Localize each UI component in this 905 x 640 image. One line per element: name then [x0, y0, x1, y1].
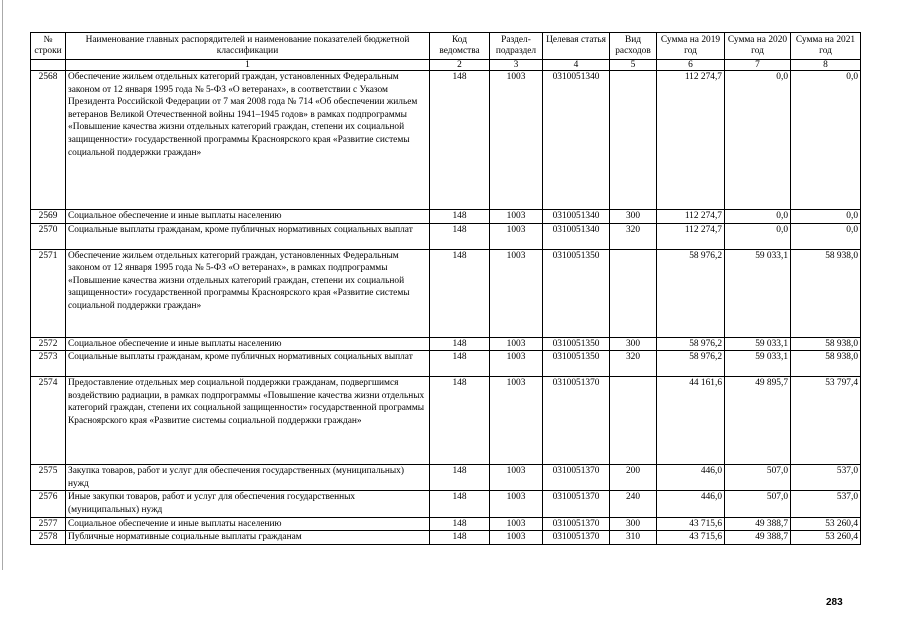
- expense-type-code: [610, 249, 657, 337]
- table-row: [31, 249, 861, 337]
- section-code: 1003: [490, 531, 543, 545]
- row-number: 2572: [31, 337, 66, 351]
- sum-2019: 58 976,2: [657, 249, 725, 337]
- column-number: 3: [490, 60, 543, 71]
- sum-2019: 446,0: [657, 465, 725, 491]
- section-code: 1003: [490, 377, 543, 465]
- table-row: [31, 465, 861, 491]
- department-code: 148: [430, 351, 490, 377]
- section-code: 1003: [490, 249, 543, 337]
- sum-2021: 0,0: [791, 223, 861, 249]
- sum-2021: 53 260,4: [791, 517, 861, 531]
- target-item-code: 0310051340: [543, 71, 610, 210]
- column-number: 5: [610, 60, 657, 71]
- sum-2019: 446,0: [657, 491, 725, 517]
- sum-2020: 0,0: [725, 223, 791, 249]
- header-sum-2020: Сумма на 2020 год: [725, 33, 791, 60]
- sum-2021: 58 938,0: [791, 249, 861, 337]
- section-code: 1003: [490, 491, 543, 517]
- sum-2021: 537,0: [791, 465, 861, 491]
- row-name: Социальное обеспечение и иные выплаты населению: [66, 517, 430, 531]
- sum-2020: 49 895,7: [725, 377, 791, 465]
- row-number: 2573: [31, 351, 66, 377]
- expense-type-code: [610, 71, 657, 210]
- section-code: 1003: [490, 351, 543, 377]
- sum-2021: 53 260,4: [791, 531, 861, 545]
- sum-2021: 58 938,0: [791, 351, 861, 377]
- row-number: 2569: [31, 210, 66, 224]
- row-number: 2574: [31, 377, 66, 465]
- row-number: 2578: [31, 531, 66, 545]
- table-row: [31, 337, 861, 351]
- column-number: 4: [543, 60, 610, 71]
- header-row-number: № строки: [31, 33, 66, 60]
- target-item-code: 0310051370: [543, 531, 610, 545]
- target-item-code: 0310051340: [543, 210, 610, 224]
- department-code: 148: [430, 517, 490, 531]
- department-code: 148: [430, 210, 490, 224]
- expense-type-code: 300: [610, 517, 657, 531]
- expense-type-code: 300: [610, 337, 657, 351]
- department-code: 148: [430, 223, 490, 249]
- section-code: 1003: [490, 71, 543, 210]
- row-name: Обеспечение жильем отдельных категорий граждан, установленных Федеральным законом от 12 января 1995 года № 5-ФЗ «О ветеранах», в соответствии с Указом Президента Российской Федерации от 7 мая 2008 года № 714 «Об обеспечении жильем ветеранов Великой Отечественной войны 1941–1945 годов» в рамках подпрограммы «Повышение качества жизни отдельных категорий граждан, степени их социальной защищенности» государственной программы Красноярского края «Развитие системы социальной поддержки граждан»: [66, 71, 430, 210]
- department-code: 148: [430, 531, 490, 545]
- table-row: [31, 491, 861, 517]
- header-target-item: Целевая статья: [543, 33, 610, 60]
- sum-2020: 507,0: [725, 465, 791, 491]
- row-number: 2575: [31, 465, 66, 491]
- sum-2019: 58 976,2: [657, 337, 725, 351]
- department-code: 148: [430, 377, 490, 465]
- sum-2019: 43 715,6: [657, 531, 725, 545]
- sum-2020: 59 033,1: [725, 249, 791, 337]
- header-department-code: Код ведомства: [430, 33, 490, 60]
- target-item-code: 0310051370: [543, 491, 610, 517]
- row-name: Социальные выплаты гражданам, кроме публичных нормативных социальных выплат: [66, 223, 430, 249]
- table-row: [31, 210, 861, 224]
- expense-type-code: 320: [610, 351, 657, 377]
- target-item-code: 0310051370: [543, 377, 610, 465]
- sum-2021: 537,0: [791, 491, 861, 517]
- header-expense-type: Вид расходов: [610, 33, 657, 60]
- row-number: 2568: [31, 71, 66, 210]
- header-sum-2021: Сумма на 2021 год: [791, 33, 861, 60]
- column-number: 7: [725, 60, 791, 71]
- target-item-code: 0310051350: [543, 337, 610, 351]
- target-item-code: 0310051370: [543, 465, 610, 491]
- sum-2021: 53 797,4: [791, 377, 861, 465]
- sum-2020: 49 388,7: [725, 517, 791, 531]
- section-code: 1003: [490, 210, 543, 224]
- sum-2021: 58 938,0: [791, 337, 861, 351]
- row-number: 2577: [31, 517, 66, 531]
- table-row: [31, 531, 861, 545]
- sum-2020: 49 388,7: [725, 531, 791, 545]
- table-row: [31, 377, 861, 465]
- header-section: Раздел-подраздел: [490, 33, 543, 60]
- department-code: 148: [430, 337, 490, 351]
- row-name: Социальное обеспечение и иные выплаты населению: [66, 210, 430, 224]
- table-row: [31, 71, 861, 210]
- sum-2020: 507,0: [725, 491, 791, 517]
- row-number: 2571: [31, 249, 66, 337]
- target-item-code: 0310051350: [543, 351, 610, 377]
- sum-2019: 58 976,2: [657, 351, 725, 377]
- expense-type-code: [610, 377, 657, 465]
- sum-2021: 0,0: [791, 71, 861, 210]
- sum-2019: 44 161,6: [657, 377, 725, 465]
- expense-type-code: 240: [610, 491, 657, 517]
- page-left-edge: [2, 0, 3, 570]
- sum-2020: 0,0: [725, 71, 791, 210]
- row-name: Предоставление отдельных мер социальной поддержки гражданам, подвергшимся воздействию радиации, в рамках подпрограммы «Повышение качества жизни отдельных категорий граждан, степени их социальной защищенности» государственной программы Красноярского края «Развитие системы социальной поддержки граждан»: [66, 377, 430, 465]
- column-number-row: [31, 60, 861, 71]
- expense-type-code: 200: [610, 465, 657, 491]
- sum-2019: 112 274,7: [657, 223, 725, 249]
- table-row: [31, 351, 861, 377]
- expense-type-code: 310: [610, 531, 657, 545]
- expense-type-code: 320: [610, 223, 657, 249]
- sum-2019: 112 274,7: [657, 71, 725, 210]
- department-code: 148: [430, 71, 490, 210]
- sum-2021: 0,0: [791, 210, 861, 224]
- column-number: [31, 60, 66, 71]
- row-name: Публичные нормативные социальные выплаты гражданам: [66, 531, 430, 545]
- row-number: 2570: [31, 223, 66, 249]
- sum-2020: 59 033,1: [725, 337, 791, 351]
- target-item-code: 0310051350: [543, 249, 610, 337]
- department-code: 148: [430, 491, 490, 517]
- target-item-code: 0310051370: [543, 517, 610, 531]
- row-name: Социальное обеспечение и иные выплаты населению: [66, 337, 430, 351]
- department-code: 148: [430, 249, 490, 337]
- column-number: 1: [66, 60, 430, 71]
- section-code: 1003: [490, 465, 543, 491]
- sum-2019: 43 715,6: [657, 517, 725, 531]
- table-row: [31, 223, 861, 249]
- row-name: Обеспечение жильем отдельных категорий граждан, установленных Федеральным законом от 12 января 1995 года № 5-ФЗ «О ветеранах», в рамках подпрограммы «Повышение качества жизни отдельных категорий граждан, степени их социальной защищенности» государственной программы Красноярского края «Развитие системы социальной поддержки граждан»: [66, 249, 430, 337]
- column-number: 8: [791, 60, 861, 71]
- target-item-code: 0310051340: [543, 223, 610, 249]
- header-name: Наименование главных распорядителей и наименование показателей бюджетной классификации: [66, 33, 430, 60]
- sum-2020: 59 033,1: [725, 351, 791, 377]
- department-code: 148: [430, 465, 490, 491]
- header-row: [31, 33, 861, 60]
- row-name: Социальные выплаты гражданам, кроме публичных нормативных социальных выплат: [66, 351, 430, 377]
- table-row: [31, 517, 861, 531]
- row-number: 2576: [31, 491, 66, 517]
- expense-type-code: 300: [610, 210, 657, 224]
- section-code: 1003: [490, 337, 543, 351]
- sum-2020: 0,0: [725, 210, 791, 224]
- budget-table: [30, 32, 861, 545]
- section-code: 1003: [490, 517, 543, 531]
- section-code: 1003: [490, 223, 543, 249]
- row-name: Иные закупки товаров, работ и услуг для обеспечения государственных (муниципальных) нужд: [66, 491, 430, 517]
- header-sum-2019: Сумма на 2019 год: [657, 33, 725, 60]
- sum-2019: 112 274,7: [657, 210, 725, 224]
- column-number: 2: [430, 60, 490, 71]
- page-number: 283: [826, 597, 843, 608]
- row-name: Закупка товаров, работ и услуг для обеспечения государственных (муниципальных) нужд: [66, 465, 430, 491]
- column-number: 6: [657, 60, 725, 71]
